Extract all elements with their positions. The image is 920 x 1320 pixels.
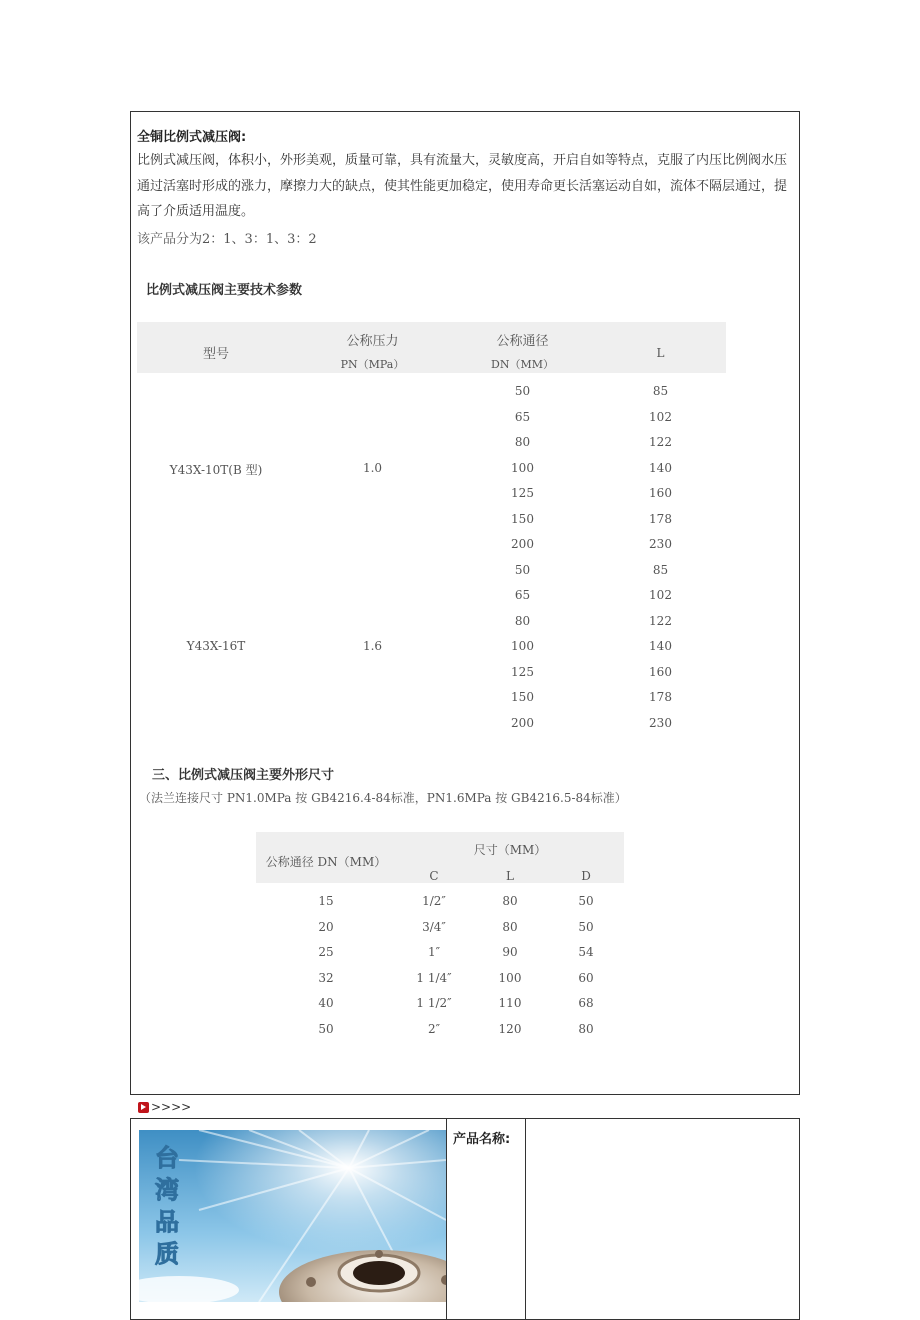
ratio-text: 该产品分为2：1、3：1、3：2 [137,232,317,247]
dimensions-cell-d: 80 [578,1021,594,1036]
params-cell-dn: 125 [511,664,534,679]
dimensions-cell-d: 54 [578,945,594,959]
params-cell-l: 160 [649,664,672,679]
dimensions-cell-dn: 20 [318,919,334,934]
dimensions-cell-dn: 50 [318,1021,334,1036]
params-cell-dn: 200 [511,537,534,551]
dimensions-cell-dn: 25 [318,945,334,959]
dimensions-header-c: C [429,869,439,883]
intro-title: 全铜比例式减压阀: [137,130,247,145]
section-marker [138,1100,191,1114]
image-char-4: 质 [155,1240,179,1268]
dimensions-cell-l: 120 [498,1021,522,1036]
image-char-1: 台 [155,1144,179,1172]
params-cell-l: 178 [649,690,672,704]
dimensions-cell-l: 100 [498,970,522,985]
dimensions-cell-c: 1/2″ [422,894,446,908]
params-cell-l: 85 [652,562,669,577]
params-cell-dn: 50 [514,384,531,398]
dimensions-cell-dn: 32 [318,970,334,985]
params-cell-l: 102 [649,588,672,602]
params-cell-l: 122 [649,613,672,628]
params-cell-dn: 50 [514,562,531,577]
params-cell-pressure: 1.0 [362,460,383,475]
image-char-3: 品 [155,1208,179,1236]
dimensions-header-dn: 公称通径 DN（MM） [265,855,387,869]
dimensions-cell-l: 80 [502,919,518,934]
params-cell-dn: 150 [511,690,534,704]
product-name-label: 产品名称: [453,1132,511,1147]
dimensions-cell-c: 2″ [427,1021,441,1036]
params-heading: 比例式减压阀主要技术参数 [146,283,303,298]
dimensions-header-size: 尺寸（MM） [473,843,547,857]
params-cell-l: 230 [649,537,672,551]
dimensions-cell-d: 50 [578,894,594,908]
params-cell-l: 178 [649,511,672,526]
params-cell-dn: 200 [511,715,534,730]
params-header-length: L [656,346,665,360]
params-cell-l: 122 [649,435,672,449]
params-cell-l: 140 [649,639,672,653]
dimensions-cell-c: 1 1/4″ [416,970,452,985]
image-char-2: 湾 [155,1176,179,1204]
params-cell-dn: 100 [511,639,534,653]
divider [446,1119,447,1319]
params-cell-l: 160 [649,486,672,500]
dimensions-heading: 三、比例式减压阀主要外形尺寸 [152,768,335,783]
dimensions-cell-d: 60 [578,970,594,985]
dimensions-cell-dn: 40 [318,996,334,1010]
params-cell-l: 102 [649,409,672,424]
dimensions-cell-l: 110 [498,996,522,1010]
dimensions-header-l: L [506,869,514,883]
dimensions-header-d: D [581,869,591,883]
product-image [139,1130,446,1302]
intro-description: 比例式减压阀，体积小，外形美观，质量可靠，具有流量大，灵敏度高，开启自如等特点，克服了内压比例阀水压通过活塞时形成的涨力，摩擦力大的缺点，使其性能更加稳定，使用寿命更长活塞运动自如，流体不隔层通过，提高了介质适用温度。 [137,153,788,219]
params-cell-dn: 150 [511,511,534,526]
dimensions-cell-c: 1″ [427,945,441,959]
params-header-model: 型号 [202,347,229,362]
dimensions-note: （法兰连接尺寸 PN1.0MPa 按 GB4216.4-84标准，PN1.6MPa 按 GB4216.5-84标准） [139,791,627,805]
arrow-icon [138,1102,149,1113]
params-cell-model: Y43X-16T [186,639,246,653]
params-header-pressure: 公称压力 [346,334,399,349]
params-header-diameter-unit: DN（MM） [491,358,554,371]
dimensions-cell-c: 3/4″ [422,919,446,934]
params-cell-dn: 80 [514,613,531,628]
params-cell-l: 85 [652,384,669,398]
dimensions-cell-dn: 15 [318,894,334,908]
params-cell-dn: 80 [514,435,531,449]
params-cell-l: 230 [649,715,672,730]
params-cell-dn: 125 [511,486,534,500]
params-cell-model: Y43X-10T(B 型) [169,462,263,477]
params-cell-dn: 100 [511,460,534,475]
params-cell-dn: 65 [514,588,531,602]
arrow-text: >>>> [151,1100,192,1114]
dimensions-cell-l: 90 [502,945,518,959]
params-cell-l: 140 [649,460,672,475]
params-cell-dn: 65 [514,409,531,424]
dimensions-cell-l: 80 [502,894,518,908]
dimensions-cell-d: 68 [578,996,594,1010]
params-header-diameter: 公称通径 [496,334,549,349]
params-cell-pressure: 1.6 [362,639,383,653]
divider [525,1119,526,1319]
dimensions-cell-c: 1 1/2″ [416,996,452,1010]
dimensions-cell-d: 50 [578,919,594,934]
params-header-pressure-unit: PN（MPa） [340,358,405,371]
